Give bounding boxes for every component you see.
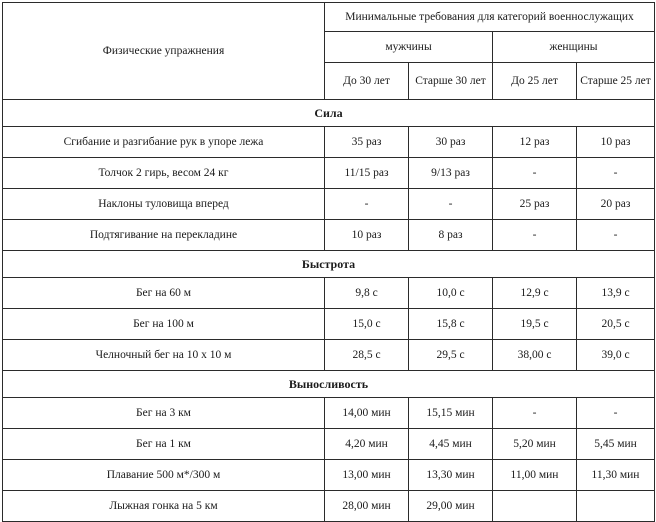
exercise-name: Сгибание и разгибание рук в упоре лежа (3, 127, 325, 158)
column-header-women-under-25: До 25 лет (493, 63, 577, 100)
value-men-under-30: 4,20 мин (325, 429, 409, 460)
table-row (3, 158, 655, 189)
column-header-women: женщины (493, 32, 655, 63)
exercise-name: Плавание 500 м*/300 м (3, 460, 325, 491)
value-women-over-25: - (577, 158, 655, 189)
exercise-name: Бег на 3 км (3, 398, 325, 429)
exercise-name: Толчок 2 гирь, весом 24 кг (3, 158, 325, 189)
value-men-under-30: 11/15 раз (325, 158, 409, 189)
section-title-speed: Быстрота (3, 251, 655, 278)
value-men-over-30: 15,15 мин (409, 398, 493, 429)
exercise-name: Бег на 100 м (3, 309, 325, 340)
header-row-group (3, 3, 655, 32)
value-women-under-25: 12 раз (493, 127, 577, 158)
column-header-exercise: Физические упражнения (3, 3, 325, 100)
value-men-over-30: 13,30 мин (409, 460, 493, 491)
value-men-over-30: 29,00 мин (409, 491, 493, 522)
value-women-over-25: 5,45 мин (577, 429, 655, 460)
value-women-under-25: - (493, 398, 577, 429)
exercise-name: Наклоны туловища вперед (3, 189, 325, 220)
value-women-under-25: 12,9 с (493, 278, 577, 309)
value-women-over-25: - (577, 398, 655, 429)
value-women-over-25: 10 раз (577, 127, 655, 158)
value-men-under-30: 13,00 мин (325, 460, 409, 491)
section-title-strength: Сила (3, 100, 655, 127)
value-women-under-25: 11,00 мин (493, 460, 577, 491)
exercise-name: Лыжная гонка на 5 км (3, 491, 325, 522)
table-row (3, 491, 655, 522)
value-men-under-30: 10 раз (325, 220, 409, 251)
value-women-over-25 (577, 491, 655, 522)
value-men-over-30: 15,8 с (409, 309, 493, 340)
table-row (3, 220, 655, 251)
column-header-men-over-30: Старше 30 лет (409, 63, 493, 100)
table-body (3, 100, 655, 522)
section-title-endurance: Выносливость (3, 371, 655, 398)
value-men-under-30: 35 раз (325, 127, 409, 158)
value-women-over-25: 20 раз (577, 189, 655, 220)
value-women-under-25: - (493, 158, 577, 189)
table-row (3, 278, 655, 309)
column-header-men-under-30: До 30 лет (325, 63, 409, 100)
value-men-over-30: 10,0 с (409, 278, 493, 309)
value-women-under-25: 5,20 мин (493, 429, 577, 460)
value-women-over-25: 20,5 с (577, 309, 655, 340)
table-row (3, 127, 655, 158)
section-header-row (3, 371, 655, 398)
value-men-under-30: 15,0 с (325, 309, 409, 340)
value-women-under-25 (493, 491, 577, 522)
table-row (3, 309, 655, 340)
exercise-name: Подтягивание на перекладине (3, 220, 325, 251)
section-header-row (3, 100, 655, 127)
value-men-under-30: 28,5 с (325, 340, 409, 371)
table-row (3, 398, 655, 429)
value-women-over-25: 39,0 с (577, 340, 655, 371)
value-men-under-30: 14,00 мин (325, 398, 409, 429)
value-women-under-25: 25 раз (493, 189, 577, 220)
value-men-under-30: 9,8 с (325, 278, 409, 309)
column-header-men: мужчины (325, 32, 493, 63)
value-women-under-25: - (493, 220, 577, 251)
table-row (3, 340, 655, 371)
exercise-name: Бег на 1 км (3, 429, 325, 460)
table-row (3, 189, 655, 220)
value-men-under-30: 28,00 мин (325, 491, 409, 522)
value-men-over-30: 29,5 с (409, 340, 493, 371)
column-header-requirements: Минимальные требования для категорий военнослужащих (325, 3, 655, 32)
column-header-women-over-25: Старше 25 лет (577, 63, 655, 100)
value-men-over-30: 8 раз (409, 220, 493, 251)
table-row (3, 460, 655, 491)
section-header-row (3, 251, 655, 278)
table-row (3, 429, 655, 460)
exercise-name: Челночный бег на 10 х 10 м (3, 340, 325, 371)
table-header (3, 3, 655, 100)
value-women-over-25: - (577, 220, 655, 251)
value-women-over-25: 11,30 мин (577, 460, 655, 491)
value-women-over-25: 13,9 с (577, 278, 655, 309)
value-men-over-30: 30 раз (409, 127, 493, 158)
value-men-over-30: 4,45 мин (409, 429, 493, 460)
physical-standards-table (2, 2, 655, 522)
value-women-under-25: 19,5 с (493, 309, 577, 340)
exercise-name: Бег на 60 м (3, 278, 325, 309)
value-men-over-30: 9/13 раз (409, 158, 493, 189)
value-men-over-30: - (409, 189, 493, 220)
value-men-under-30: - (325, 189, 409, 220)
value-women-under-25: 38,00 с (493, 340, 577, 371)
